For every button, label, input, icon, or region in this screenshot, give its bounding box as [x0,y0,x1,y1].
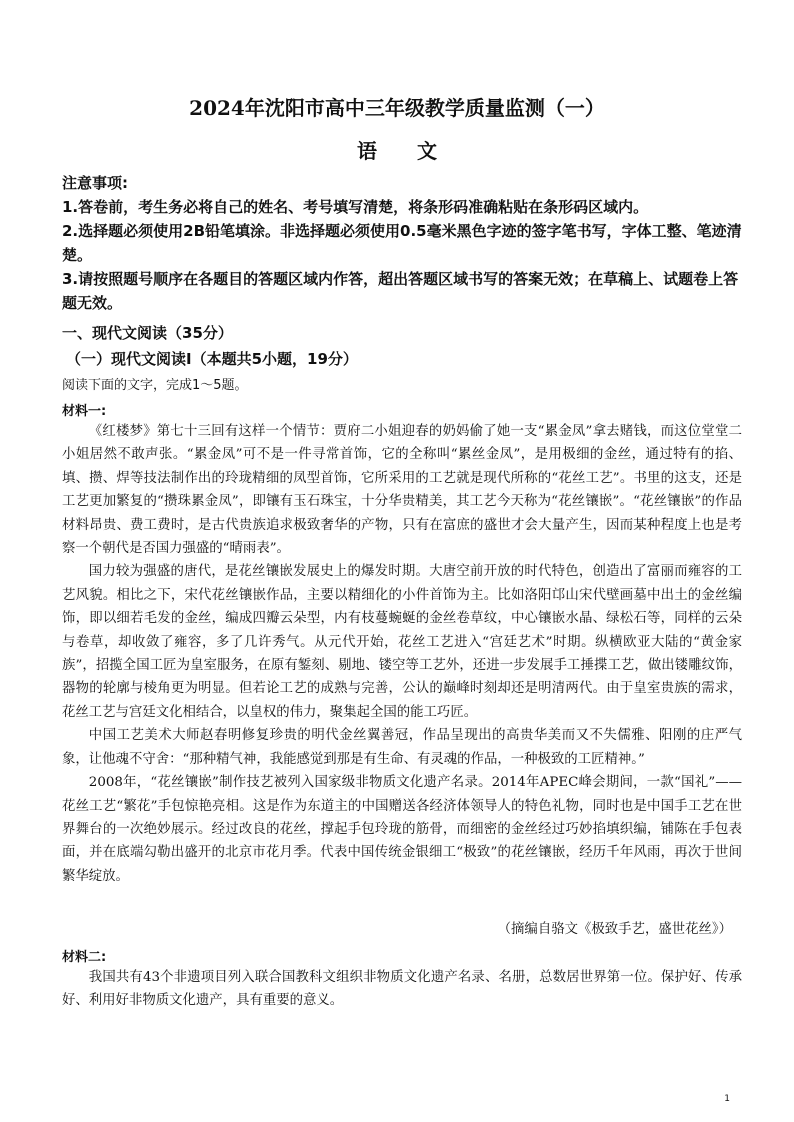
note-item-2: 2.选择题必须使用2B铅笔填涂。非选择题必须使用0.5毫米黑色字迹的签字笔书写，字体工整、笔迹清楚。 [62,222,742,264]
notes-section [62,171,742,315]
notes-heading: 注意事项: [62,174,128,192]
exam-title: 2024年沈阳市高中三年级教学质量监测（一） [189,96,605,120]
part-heading: 一、现代文阅读（35分） [62,324,233,342]
material-1-body [62,420,742,888]
material-1-label: 材料一: [62,404,107,419]
material-1-source: （摘编自骆文《极致手艺，盛世花丝》） [497,922,732,937]
material-1-paragraph: 中国工艺美术大师赵春明修复珍贵的明代金丝翼善冠，作品呈现出的高贵华美而又不失儒雅、阳刚的庄严气象，让他魂不守舍：“那种精气神，我能感觉到那是有生命、有灵魂的作品，一种极致的工匠精神。” [62,728,742,767]
material-2-body [62,966,742,1013]
subsection-heading: （一）现代文阅读Ⅰ（本题共5小题，19分） [66,350,358,368]
subject-title: 语 文 [357,139,437,163]
material-1-paragraph: 《红楼梦》第七十三回有这样一个情节：贾府二小姐迎春的奶妈偷了她一支“累金凤”拿去赌钱，而这位堂堂二小姐居然不敢声张。“累金凤”可不是一件寻常首饰，它的全称叫“累丝金凤”，是用极细的金丝，通过特有的掐、填、攒、焊等技法制作出的玲珑精细的凤型首饰，它所采用的工艺就是现代所称的“花丝工艺”。书里的这支，还是工艺更加繁复的“攒珠累金凤”，即镶有玉石珠宝，十分华贵精美，其工艺今天称为“花丝镶嵌”。“花丝镶嵌”的作品材料昂贵、费工费时，是古代贵族追求极致奢华的产物，只有在富庶的盛世才会大量产生，因而某种程度上也是考察一个朝代是否国力强盛的“晴雨表”。 [62,424,742,557]
material-2-label: 材料二: [62,950,107,965]
material-2-paragraph: 我国共有43个非遗项目列入联合国教科文组织非物质文化遗产名录、名册，总数居世界第一位。保护好、传承好、利用好非物质文化遗产，具有重要的意义。 [62,970,742,1009]
note-item-1: 1.答卷前，考生务必将自己的姓名、考号填写清楚，将条形码准确粘贴在条形码区域内。 [62,198,649,216]
material-1-paragraph: 国力较为强盛的唐代，是花丝镶嵌发展史上的爆发时期。大唐空前开放的时代特色，创造出了富丽而雍容的工艺风貌。相比之下，宋代花丝镶嵌作品，主要以精细化的小件首饰为主。比如洛阳邙山宋代壁画墓中出土的金丝编饰，即以细若毛发的金丝，编成四瓣云朵型，内有枝蔓蜿蜒的金丝卷草纹，中心镶嵌水晶、绿松石等，同样的云朵与卷草，却收敛了雍容，多了几许秀气。从元代开始，花丝工艺进入“宫廷艺术”时期。纵横欧亚大陆的“黄金家族”，招揽全国工匠为皇室服务，在原有錾刻、剔地、镂空等工艺外，还进一步发展手工捶揲工艺，做出镂雕纹饰，器物的轮廓与棱角更为明显。但若论工艺的成熟与完善，公认的巅峰时刻却还是明清两代。由于皇室贵族的需求，花丝工艺与宫廷文化相结合，以皇权的伟力，聚集起全国的能工巧匠。 [62,564,742,720]
note-item-3: 3.请按照题号顺序在各题目的答题区域内作答，超出答题区域书写的答案无效；在草稿上、试题卷上答题无效。 [62,270,739,312]
page-number: 1 [724,1094,730,1104]
material-1-paragraph: 2008年，“花丝镶嵌”制作技艺被列入国家级非物质文化遗产名录。2014年APEC峰会期间，一款“国礼”——花丝工艺“繁花”手包惊艳亮相。这是作为东道主的中国赠送各经济体领导人的特色礼物，同时也是中国手工艺在世界舞台的一次绝妙展示。经过改良的花丝，撑起手包玲珑的筋骨，而细密的金丝经过巧妙掐填织编，铺陈在手包表面，并在底端勾勒出盛开的北京市花月季。代表中国传统金银细工“极致”的花丝镶嵌，经历千年风雨，再次于世间繁华绽放。 [62,775,742,884]
reading-instruction: 阅读下面的文字，完成1～5题。 [62,378,248,393]
